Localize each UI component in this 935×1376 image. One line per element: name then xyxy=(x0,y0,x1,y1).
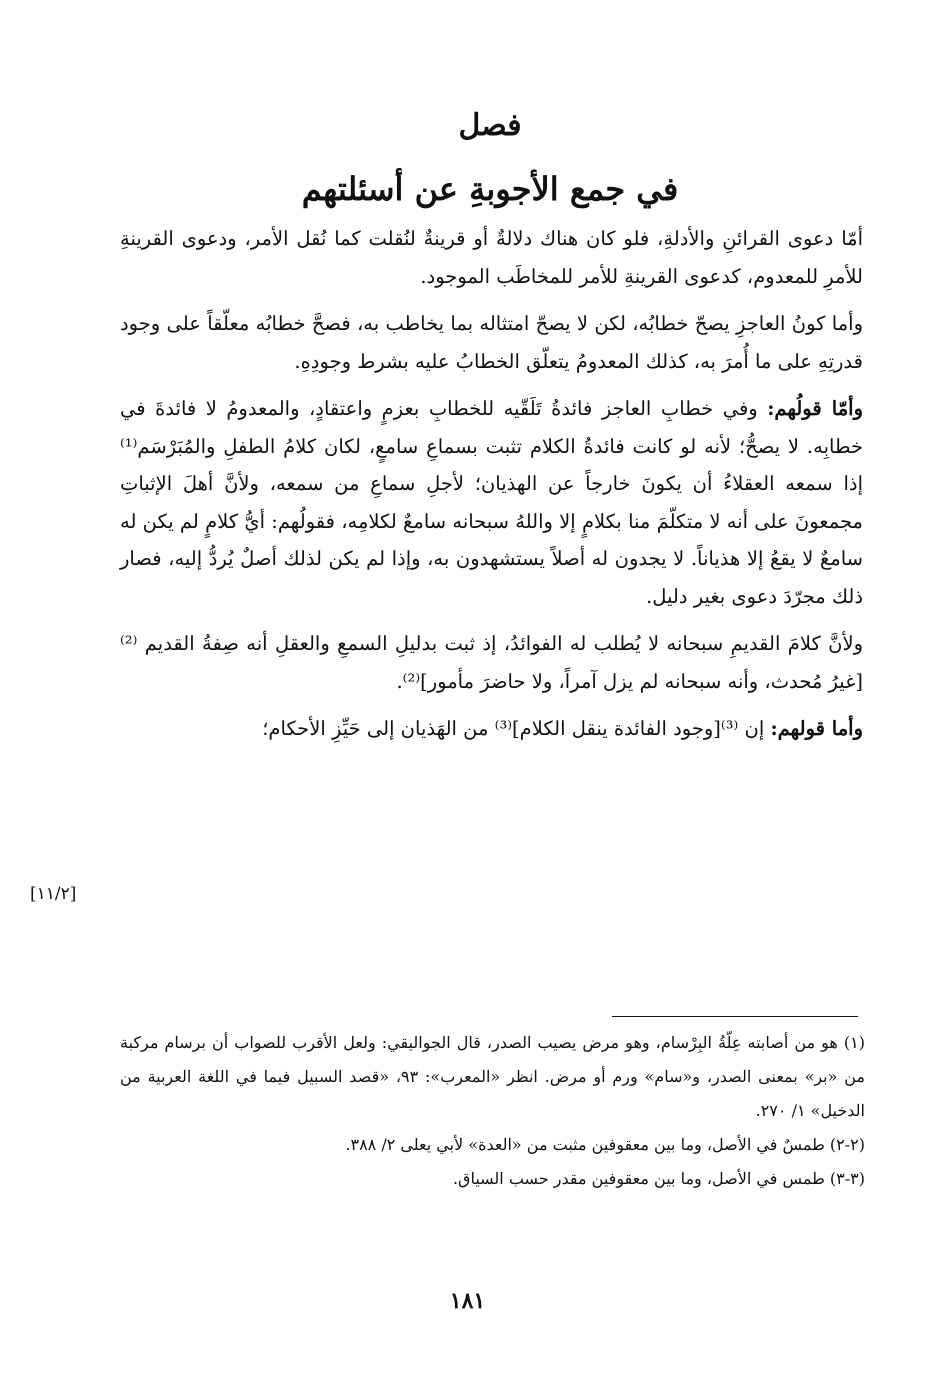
footnote: (٣-٣) طمس في الأصل، وما بين معقوفين مقدر حسب السياق. xyxy=(452,1169,865,1188)
paragraph-text: أمّا دعوى القرائنِ والأدلةِ، فلو كان هناك دلالةٌ أو قرينةٌ لنُقلت كما نُقل الأمر، ودعوى القرينةِ للأمرِ للمعدوم، كدعوى القرينةِ للأمر للمخاطَب الموجود. xyxy=(120,227,863,288)
paragraph-text: وفي خطابِ العاجز فائدةُ تَلَقّيه للخطابِ بعزمٍ واعتقادٍ، والمعدومُ لا فائدةَ في خطابِه. لا يصحُّ؛ لأنه لو كانت فائدةُ الكلام تثبت بسماعِ سامعٍ، لكان كلامُ الطفلِ والمُبَرْسَم⁽¹⁾ إذا سمعه العقلاءُ أن يكونَ خارجاً عن الهذيان؛ لأجلِ سماعِ من سمعه، ولأنَّ أهلَ الإثباتِ مجمعونَ على أنه لا متكلّمَ منا بكلامٍ إلا واللهُ سبحانه سامعٌ لكلامِه، فقولُهم: أيُّ كلامٍ لم يكن له سامعٌ لا يقعُ إلا هذياناً. لا يجدون له أصلاً يستشهدون به، وإذا لم يكن لذلك أصلٌ يُردُّ إليه، فصار ذلك مجرّدَ دعوى بغير دليل. xyxy=(120,397,864,608)
footnote-divider xyxy=(612,1016,858,1017)
paragraph-lead: وأمّا قولُهم: xyxy=(767,397,863,420)
paragraph xyxy=(120,220,863,295)
footnotes xyxy=(120,1026,865,1196)
footnote: (١) هو من أصابته عِلّةُ البِرْسام، وهو مرض يصيب الصدر، قال الجواليقي: ولعل الأقرب للصواب أن برسام مركبة من «بر» بمعنى الصدر، و«سام» ورم أو مرض. انظر «المعرب»: ٩٣، «قصد السبيل فيما في اللغة العربية من الدخيل» ١/ ٢٧٠. xyxy=(120,1033,866,1120)
paragraph xyxy=(120,625,863,700)
paragraph-text: ولأنَّ كلامَ القديمِ سبحانه لا يُطلب له الفوائدُ، إذ ثبت بدليلِ السمعِ والعقلِ أنه صِفةُ القديم ⁽²⁾[غيرُ مُحدث، وأنه سبحانه لم يزل آمراً، ولا حاضرَ مأمور]⁽²⁾. xyxy=(120,632,863,693)
section-title: فصل xyxy=(458,108,522,143)
paragraph-lead: وأما قولهم: xyxy=(770,717,863,740)
section-subtitle: في جمع الأجوبةِ عن أسئلتهم xyxy=(301,170,679,208)
paragraph xyxy=(120,710,863,748)
footnote: (٢-٢) طمسٌ في الأصل، وما بين معقوفين مثبت من «العدة» لأبي يعلى ٢/ ٣٨٨. xyxy=(345,1135,865,1154)
paragraph-text: إن ⁽³⁾[وجود الفائدة ينقل الكلام]⁽³⁾ من الهَذيان إلى حَيِّزِ الأحكام؛ xyxy=(262,717,771,740)
page-number: ١٨١ xyxy=(449,1288,486,1314)
main-text xyxy=(120,220,863,758)
paragraph xyxy=(120,305,863,380)
paragraph-text: وأما كونُ العاجزِ يصحّ خطابُه، لكن لا يصحّ امتثاله بما يخاطب به، فصحَّ خطابُه معلّقاً على وجود قدرتِهِ على ما أُمرَ به، كذلك المعدومُ يتعلّق الخطابُ عليه بشرط وجودِهِ. xyxy=(120,312,863,373)
paragraph xyxy=(120,390,863,615)
margin-reference: [١١/٢] xyxy=(30,884,77,904)
